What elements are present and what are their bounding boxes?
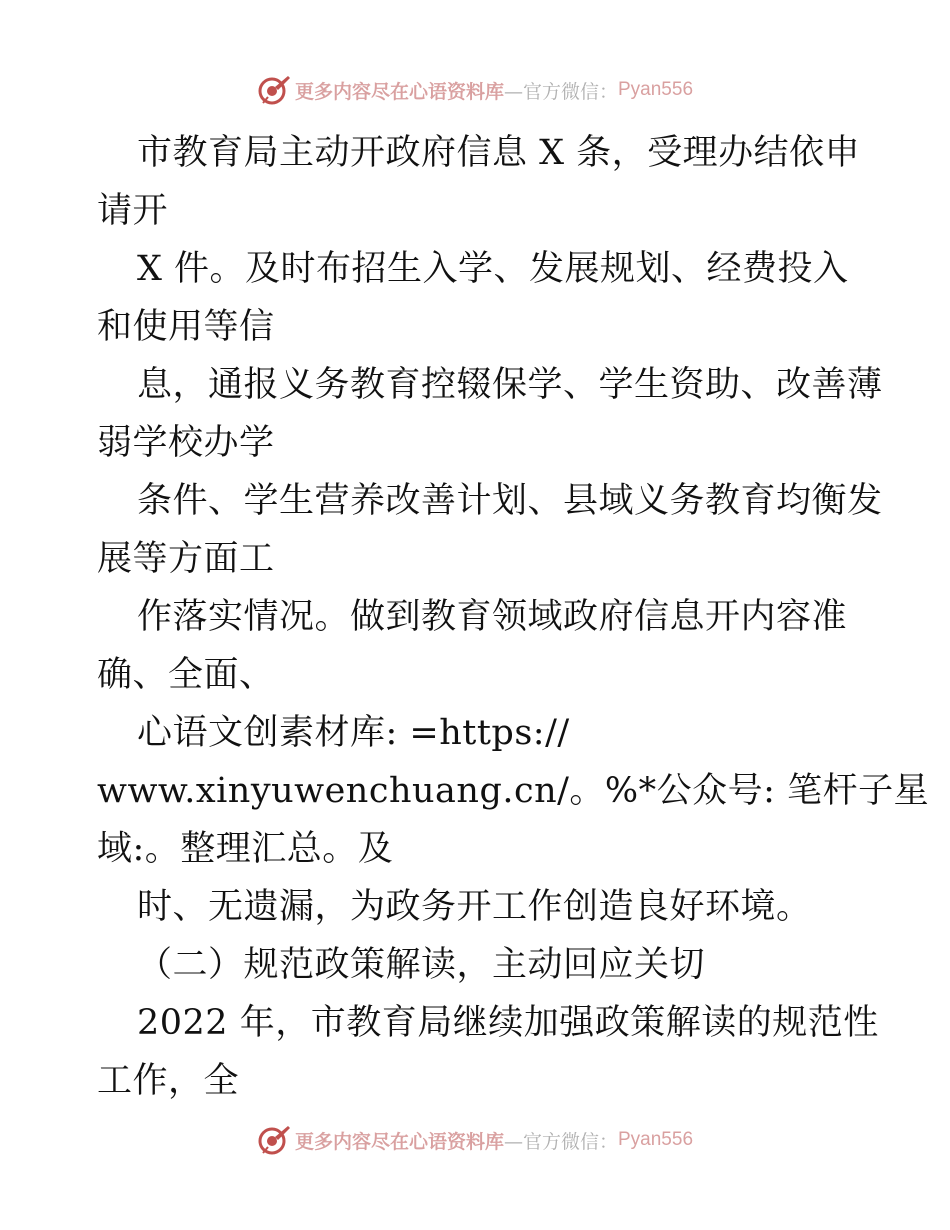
banner-main-text: 更多内容尽在心语资料库 <box>294 80 504 103</box>
logo-icon <box>257 1123 291 1157</box>
body-line: 作落实情况。做到教育领域政府信息开内容准 <box>137 597 848 637</box>
body-line: 2022 年，市教育局继续加强政策解读的规范性 <box>137 1003 879 1043</box>
body-line: 弱学校办学 <box>97 423 275 463</box>
body-line: 心语文创素材库: =https:// <box>137 713 570 753</box>
logo-icon <box>257 73 291 107</box>
body-line: www.xinyuwenchuang.cn/。%*公众号: 笔杆子星 <box>97 771 930 811</box>
body-line: 和使用等信 <box>97 307 275 347</box>
body-line: X 件。及时布招生入学、发展规划、经费投入 <box>137 249 849 289</box>
banner-main-text: 更多内容尽在心语资料库 <box>294 1130 504 1153</box>
body-line: 请开 <box>97 191 169 231</box>
body-line: 展等方面工 <box>97 539 275 579</box>
banner-wechat-id: Pyan556 <box>618 79 694 100</box>
banner-wechat-id: Pyan556 <box>618 1129 694 1150</box>
body-line: 息，通报义务教育控辍保学、学生资助、改善薄 <box>137 365 883 405</box>
footer-banner <box>0 1120 950 1160</box>
banner-separator-text: —官方微信： <box>503 1130 618 1153</box>
section-heading: （二）规范政策解读，主动回应关切 <box>137 945 706 985</box>
body-line: 时、无遗漏，为政务开工作创造良好环境。 <box>137 887 812 927</box>
body-line: 市教育局主动开政府信息 X 条，受理办结依申 <box>137 133 861 173</box>
body-line: 域:。整理汇总。及 <box>97 829 394 869</box>
body-line: 条件、学生营养改善计划、县域义务教育均衡发 <box>137 481 883 521</box>
banner-separator-text: —官方微信： <box>503 80 618 103</box>
document-body <box>97 124 930 1110</box>
body-line: 工作，全 <box>97 1061 240 1101</box>
header-banner <box>0 70 950 110</box>
body-line: 确、全面、 <box>97 655 275 695</box>
